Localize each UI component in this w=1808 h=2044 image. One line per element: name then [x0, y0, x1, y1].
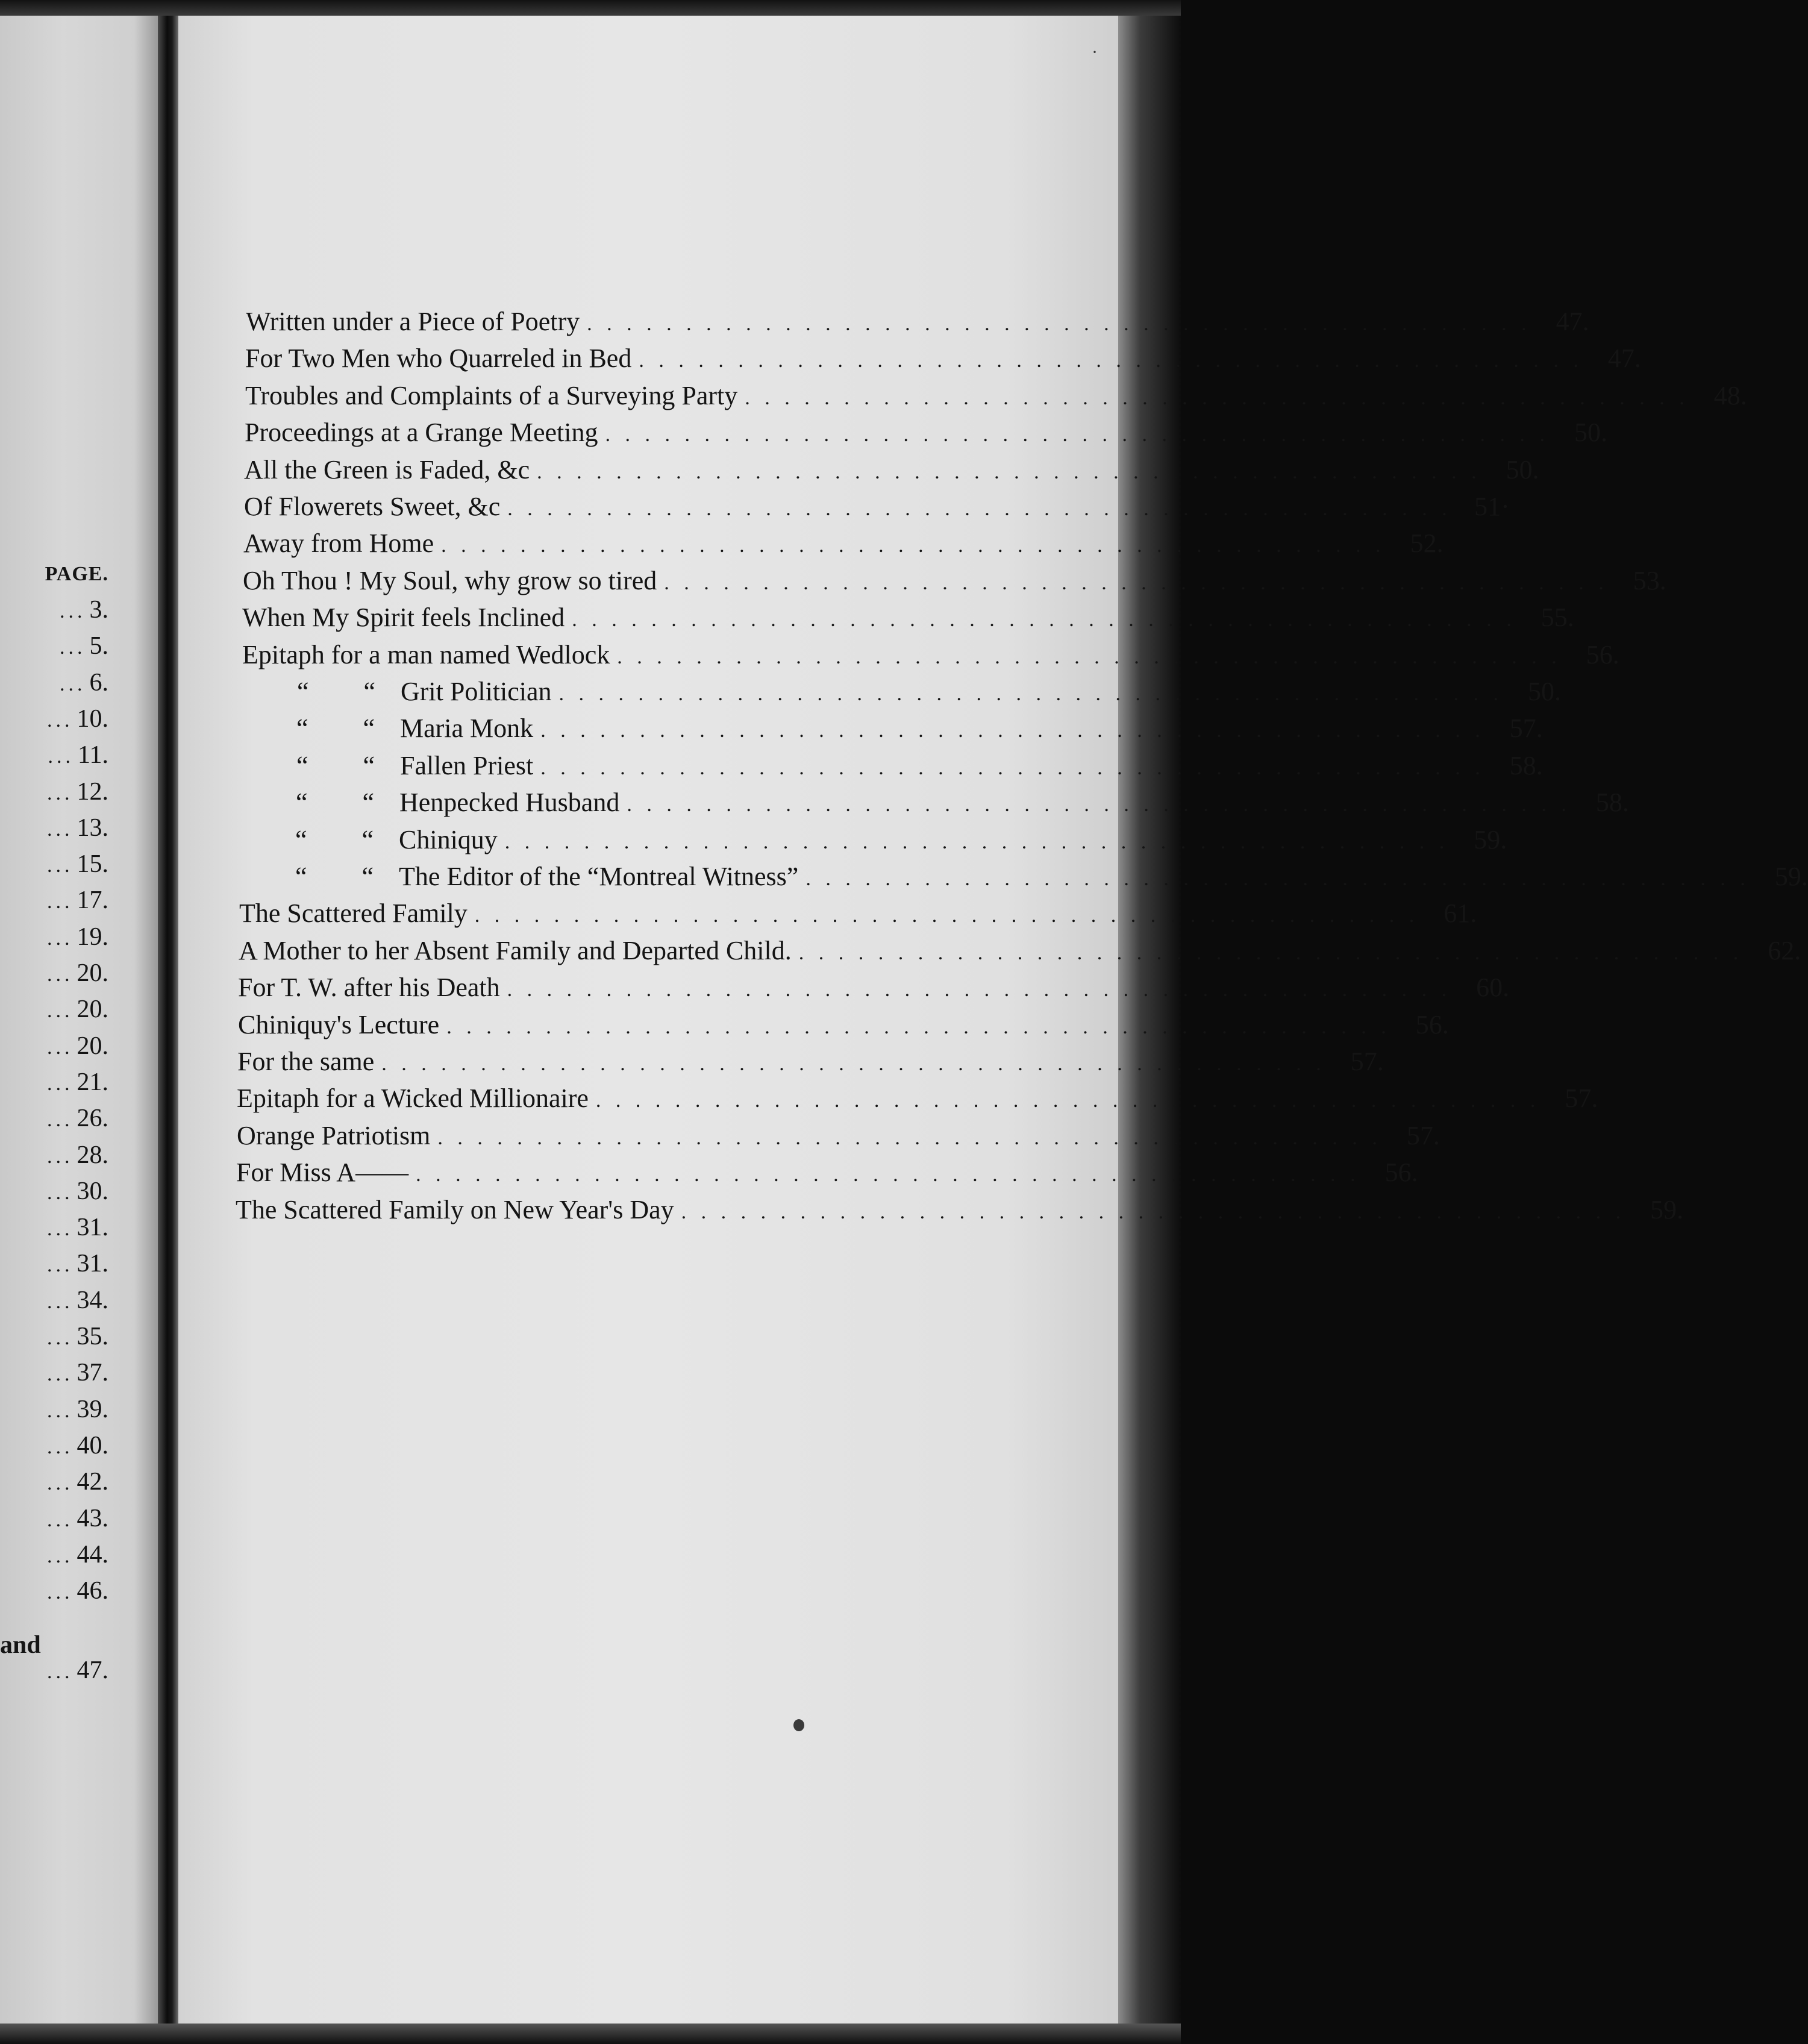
- dot-leader: ...: [47, 709, 74, 732]
- page-number: 43.: [77, 1505, 108, 1532]
- toc-title: Epitaph for a man named Wedlock: [242, 640, 610, 669]
- page-number: 40.: [77, 1432, 108, 1459]
- toc-title: The Editor of the “Montreal Witness”: [399, 862, 799, 891]
- left-page-number: [0, 1576, 108, 1613]
- toc-entry: [237, 1120, 1440, 1156]
- toc-title: Away from Home: [243, 528, 434, 558]
- page-column-header: PAGE.: [45, 563, 108, 585]
- dot-leader: . . . . . . . . . . . . . . . . . . . . . . . . . . . . . . . . . . . . . . . . . . . . . . . .: [664, 572, 1609, 594]
- ditto-marks: [241, 750, 375, 781]
- dot-leader: ...: [47, 818, 74, 841]
- toc-title: Written under a Piece of Poetry: [246, 307, 580, 336]
- dot-leader: . . . . . . . . . . . . . . . . . . . . . . . . . . . . . . . . . . . . . . . . . . . . . . . .: [745, 387, 1689, 409]
- left-page-number: [0, 1322, 108, 1358]
- left-page-number: [0, 1504, 108, 1540]
- dot-leader: ...: [47, 1661, 74, 1683]
- page-number: 21.: [77, 1068, 108, 1096]
- toc-page-number: 55.: [1541, 603, 1574, 632]
- toc-entry: [245, 380, 1747, 416]
- truncated-word: and: [0, 1631, 41, 1659]
- toc-entry: [239, 898, 1477, 934]
- dot-leader: ...: [47, 1436, 74, 1458]
- toc-page-number: 59.: [1650, 1195, 1684, 1224]
- dot-leader: ...: [47, 1545, 74, 1567]
- ditto-marks: [240, 861, 374, 892]
- toc-title: Troubles and Complaints of a Surveying Party: [245, 381, 738, 410]
- dot-leader: ...: [60, 673, 86, 695]
- ditto-mark: “: [362, 788, 374, 817]
- page-number: 5.: [89, 632, 108, 660]
- toc-entry: [246, 306, 1589, 342]
- toc-page-number: 58.: [1595, 788, 1629, 817]
- dot-leader: . . . . . . . . . . . . . . . . . . . . . . . . . . . . . . . . . . . . . . . . . . . . . . . .: [416, 1164, 1360, 1186]
- page-number: 20.: [77, 959, 108, 987]
- left-page-number: [0, 1032, 108, 1068]
- page-number: 20.: [77, 1032, 108, 1060]
- toc-entry: [242, 676, 1562, 712]
- dot-leader: . . . . . . . . . . . . . . . . . . . . . . . . . . . . . . . . . . . . . . . . . . . . . . . .: [617, 646, 1562, 668]
- left-page-number: [0, 1286, 108, 1322]
- corner-speck: ·: [1092, 42, 1098, 62]
- toc-page-number: 56.: [1415, 1010, 1449, 1039]
- dot-leader: ...: [47, 1109, 74, 1131]
- toc-page-number: 50.: [1506, 455, 1539, 484]
- dot-leader: ...: [60, 600, 86, 622]
- dot-leader: . . . . . . . . . . . . . . . . . . . . . . . . . . . . . . . . . . . . . . . . . . . . . . . .: [627, 794, 1571, 816]
- page-number: 28.: [77, 1141, 108, 1169]
- toc-title: A Mother to her Absent Family and Departed Child.: [239, 936, 792, 965]
- toc-title: The Scattered Family on New Year's Day: [236, 1195, 674, 1224]
- toc-entry: [240, 861, 1808, 897]
- ditto-mark: “: [363, 677, 375, 706]
- dot-leader: . . . . . . . . . . . . . . . . . . . . . . . . . . . . . . . . . . . . . . . . . . . . . . . .: [540, 757, 1485, 779]
- ditto-mark: “: [361, 825, 374, 854]
- toc-page-number: 52.: [1410, 528, 1444, 558]
- page-number: 19.: [77, 923, 108, 951]
- page-number: 15.: [77, 850, 108, 878]
- toc-page-number: 56.: [1586, 640, 1619, 669]
- toc-title: The Scattered Family: [239, 898, 468, 928]
- left-page-number: [0, 668, 108, 704]
- toc-page-number: 62.: [1768, 936, 1801, 965]
- left-page-number: [0, 1213, 108, 1249]
- dot-leader: ...: [47, 1472, 74, 1494]
- toc-title: Grit Politician: [401, 677, 552, 706]
- page-number: 39.: [77, 1396, 108, 1423]
- left-page-number: [0, 632, 108, 668]
- page-number: 47.: [77, 1657, 108, 1684]
- toc-page-number: 51·: [1474, 492, 1510, 521]
- left-page-number: [0, 1358, 108, 1394]
- toc-entry: [241, 750, 1543, 786]
- left-page-number: [0, 595, 108, 632]
- toc-page-number: 48.: [1713, 381, 1747, 410]
- page-number: 30.: [77, 1177, 108, 1205]
- toc-title: Chiniquy's Lecture: [238, 1010, 440, 1039]
- toc-page-number: 53.: [1633, 566, 1666, 595]
- dot-leader: ...: [47, 1363, 74, 1385]
- dot-leader: ...: [47, 1327, 74, 1349]
- toc-entry: [244, 491, 1510, 527]
- toc-entry: [241, 713, 1543, 749]
- page-number: 31.: [77, 1214, 108, 1241]
- left-page-number: [0, 1431, 108, 1467]
- dot-leader: ...: [47, 1400, 74, 1422]
- left-page-number: [0, 814, 108, 850]
- dot-leader: . . . . . . . . . . . . . . . . . . . . . . . . . . . . . . . . . . . . . . . . . . . . . . . .: [681, 1201, 1626, 1223]
- toc-page-number: 59.: [1474, 825, 1507, 854]
- left-page-number: [0, 1177, 108, 1213]
- toc-title: Orange Patriotism: [237, 1121, 431, 1150]
- toc-page-number: 47.: [1556, 307, 1589, 336]
- ditto-mark: “: [295, 825, 307, 854]
- page-number: 42.: [77, 1468, 108, 1496]
- page-number: 17.: [77, 886, 108, 914]
- top-scan-border: [0, 0, 1181, 16]
- dot-leader: . . . . . . . . . . . . . . . . . . . . . . . . . . . . . . . . . . . . . . . . . . . . . . . .: [441, 535, 1386, 557]
- bottom-scan-border: [0, 2024, 1181, 2044]
- ditto-marks: [241, 713, 375, 744]
- toc-title: For Miss A——: [236, 1158, 409, 1187]
- toc-title: Chiniquy: [399, 825, 498, 854]
- toc-entry: [239, 935, 1801, 971]
- left-page-number: [0, 741, 108, 777]
- ditto-mark: “: [363, 751, 375, 780]
- toc-title: Fallen Priest: [400, 751, 534, 780]
- toc-page-number: 60.: [1476, 973, 1510, 1002]
- toc-title: Oh Thou ! My Soul, why grow so tired: [243, 566, 657, 595]
- toc-page-number: 47.: [1607, 343, 1641, 373]
- book-gutter: [158, 0, 178, 2044]
- ditto-mark: “: [296, 713, 308, 743]
- dot-leader: ...: [47, 964, 74, 986]
- ditto-mark: “: [363, 713, 375, 743]
- toc-entry: [236, 1157, 1418, 1193]
- toc-page-number: 57.: [1565, 1083, 1598, 1113]
- dot-leader: . . . . . . . . . . . . . . . . . . . . . . . . . . . . . . . . . . . . . . . . . . . . . . . .: [540, 719, 1485, 742]
- page-number: 12.: [77, 778, 108, 806]
- toc-title: Proceedings at a Grange Meeting: [245, 418, 598, 447]
- dot-leader: ...: [47, 782, 74, 804]
- toc-title: When My Spirit feels Inclined: [242, 603, 565, 632]
- dot-leader: ...: [47, 1000, 74, 1022]
- ditto-mark: “: [361, 862, 374, 891]
- toc-page-number: 61.: [1444, 898, 1477, 928]
- dot-leader: ...: [48, 745, 75, 768]
- left-page-number: [0, 959, 108, 995]
- ditto-marks: [240, 787, 374, 818]
- ditto-marks: [240, 824, 374, 855]
- left-page-number: [0, 704, 108, 741]
- left-page-number: [0, 886, 108, 922]
- toc-entry: [240, 787, 1629, 823]
- left-page-number: [0, 1068, 108, 1104]
- toc-page-number: 50.: [1528, 677, 1562, 706]
- left-page-number: [0, 850, 108, 886]
- toc-entry: [245, 343, 1641, 379]
- dot-leader: ...: [47, 1073, 74, 1095]
- toc-title: Henpecked Husband: [399, 788, 620, 817]
- left-page-number: [0, 1467, 108, 1503]
- dot-leader: . . . . . . . . . . . . . . . . . . . . . . . . . . . . . . . . . . . . . . . . . . . . . . . .: [507, 498, 1452, 520]
- toc-entry: [237, 1083, 1598, 1119]
- page-number: 35.: [77, 1323, 108, 1350]
- dot-leader: ...: [47, 854, 74, 877]
- page-number: 34.: [77, 1287, 108, 1314]
- toc-entry: [237, 1046, 1384, 1082]
- ink-spot: [793, 1719, 804, 1731]
- toc-page-number: 56.: [1384, 1158, 1418, 1187]
- page-number: 44.: [77, 1541, 108, 1569]
- dot-leader: . . . . . . . . . . . . . . . . . . . . . . . . . . . . . . . . . . . . . . . . . . . . . . . .: [446, 1016, 1391, 1038]
- toc-entry: [242, 602, 1574, 638]
- dot-leader: . . . . . . . . . . . . . . . . . . . . . . . . . . . . . . . . . . . . . . . . . . . . . . . .: [504, 831, 1450, 853]
- dot-leader: . . . . . . . . . . . . . . . . . . . . . . . . . . . . . . . . . . . . . . . . . . . . . . . .: [537, 461, 1481, 483]
- left-page-number: [0, 923, 108, 959]
- dot-leader: ...: [47, 927, 74, 950]
- toc-entry: [236, 1194, 1684, 1230]
- dot-leader: . . . . . . . . . . . . . . . . . . . . . . . . . . . . . . . . . . . . . . . . . . . . . . . .: [381, 1053, 1326, 1075]
- page-number: 20.: [77, 995, 108, 1023]
- left-page-number: [0, 1249, 108, 1285]
- toc-entry: [240, 824, 1507, 861]
- dot-leader: ...: [47, 1036, 74, 1059]
- page-number: 3.: [89, 596, 108, 624]
- page-number: 13.: [77, 814, 108, 842]
- dot-leader: ...: [47, 1146, 74, 1168]
- left-page-number: [0, 1141, 108, 1177]
- toc-page-number: 50.: [1574, 418, 1607, 447]
- toc-entry: [243, 565, 1666, 601]
- left-page-number: [0, 995, 108, 1031]
- dot-leader: . . . . . . . . . . . . . . . . . . . . . . . . . . . . . . . . . . . . . . . . . . . . . . . .: [639, 350, 1583, 372]
- toc-page-number: 59.: [1774, 862, 1808, 891]
- dot-leader: ...: [47, 1509, 74, 1531]
- page-number: 37.: [77, 1359, 108, 1387]
- dot-leader: ...: [47, 1291, 74, 1313]
- toc-title: All the Green is Faded, &c: [244, 455, 530, 484]
- left-page-number: [0, 1656, 108, 1692]
- ditto-mark: “: [296, 788, 308, 817]
- dot-leader: ...: [47, 1182, 74, 1204]
- dot-leader: ...: [60, 636, 86, 659]
- dot-leader: ...: [47, 891, 74, 913]
- dot-leader: . . . . . . . . . . . . . . . . . . . . . . . . . . . . . . . . . . . . . . . . . . . . . . . .: [572, 609, 1516, 631]
- toc-entry: [243, 528, 1444, 564]
- page-number: 46.: [77, 1577, 108, 1605]
- ditto-mark: “: [297, 677, 309, 706]
- toc-page-number: 57.: [1509, 713, 1543, 743]
- dot-leader: . . . . . . . . . . . . . . . . . . . . . . . . . . . . . . . . . . . . . . . . . . . . . . . .: [558, 683, 1504, 705]
- page-number: 10.: [77, 705, 108, 733]
- dot-leader: . . . . . . . . . . . . . . . . . . . . . . . . . . . . . . . . . . . . . . . . . . . . . . . .: [595, 1089, 1541, 1112]
- dot-leader: . . . . . . . . . . . . . . . . . . . . . . . . . . . . . . . . . . . . . . . . . . . . . . . .: [507, 979, 1452, 1001]
- toc-entry: [244, 454, 1539, 491]
- toc-page-number: 58.: [1509, 751, 1543, 780]
- toc-title: Epitaph for a Wicked Millionaire: [237, 1083, 589, 1113]
- dot-leader: . . . . . . . . . . . . . . . . . . . . . . . . . . . . . . . . . . . . . . . . . . . . . . . .: [805, 868, 1750, 890]
- left-page-number: [0, 1395, 108, 1431]
- dot-leader: ...: [47, 1218, 74, 1240]
- toc-title: Of Flowerets Sweet, &c: [244, 492, 501, 521]
- left-page-number: [0, 777, 108, 814]
- ditto-mark: “: [295, 862, 307, 891]
- dot-leader: . . . . . . . . . . . . . . . . . . . . . . . . . . . . . . . . . . . . . . . . . . . . . . . .: [587, 313, 1531, 335]
- page-number: 6.: [89, 669, 108, 697]
- toc-page-number: 57.: [1350, 1047, 1384, 1076]
- toc-entry: [238, 1009, 1449, 1046]
- toc-entry: [238, 972, 1510, 1008]
- page-number: 11.: [78, 741, 108, 769]
- toc-entry: [245, 417, 1607, 453]
- dot-leader: . . . . . . . . . . . . . . . . . . . . . . . . . . . . . . . . . . . . . . . . . . . . . . . .: [605, 424, 1550, 446]
- dot-leader: . . . . . . . . . . . . . . . . . . . . . . . . . . . . . . . . . . . . . . . . . . . . . . . .: [474, 904, 1419, 927]
- toc-title: For Two Men who Quarreled in Bed: [245, 343, 632, 373]
- toc-page-number: 57.: [1406, 1121, 1440, 1150]
- page-number: 26.: [77, 1105, 108, 1132]
- ditto-mark: “: [296, 751, 308, 780]
- toc-title: For T. W. after his Death: [238, 973, 500, 1002]
- left-page-number: [0, 1104, 108, 1140]
- dot-leader: ...: [47, 1581, 74, 1604]
- ditto-marks: [242, 676, 375, 707]
- toc-title: For the same: [237, 1047, 375, 1076]
- page-number: 31.: [77, 1250, 108, 1278]
- toc-title: Maria Monk: [400, 713, 534, 743]
- toc-entry: [242, 639, 1619, 676]
- dot-leader: . . . . . . . . . . . . . . . . . . . . . . . . . . . . . . . . . . . . . . . . . . . . . . . .: [437, 1127, 1382, 1149]
- dot-leader: . . . . . . . . . . . . . . . . . . . . . . . . . . . . . . . . . . . . . . . . . . . . . . . .: [798, 942, 1744, 964]
- dot-leader: ...: [47, 1254, 74, 1276]
- left-page-number: [0, 1540, 108, 1576]
